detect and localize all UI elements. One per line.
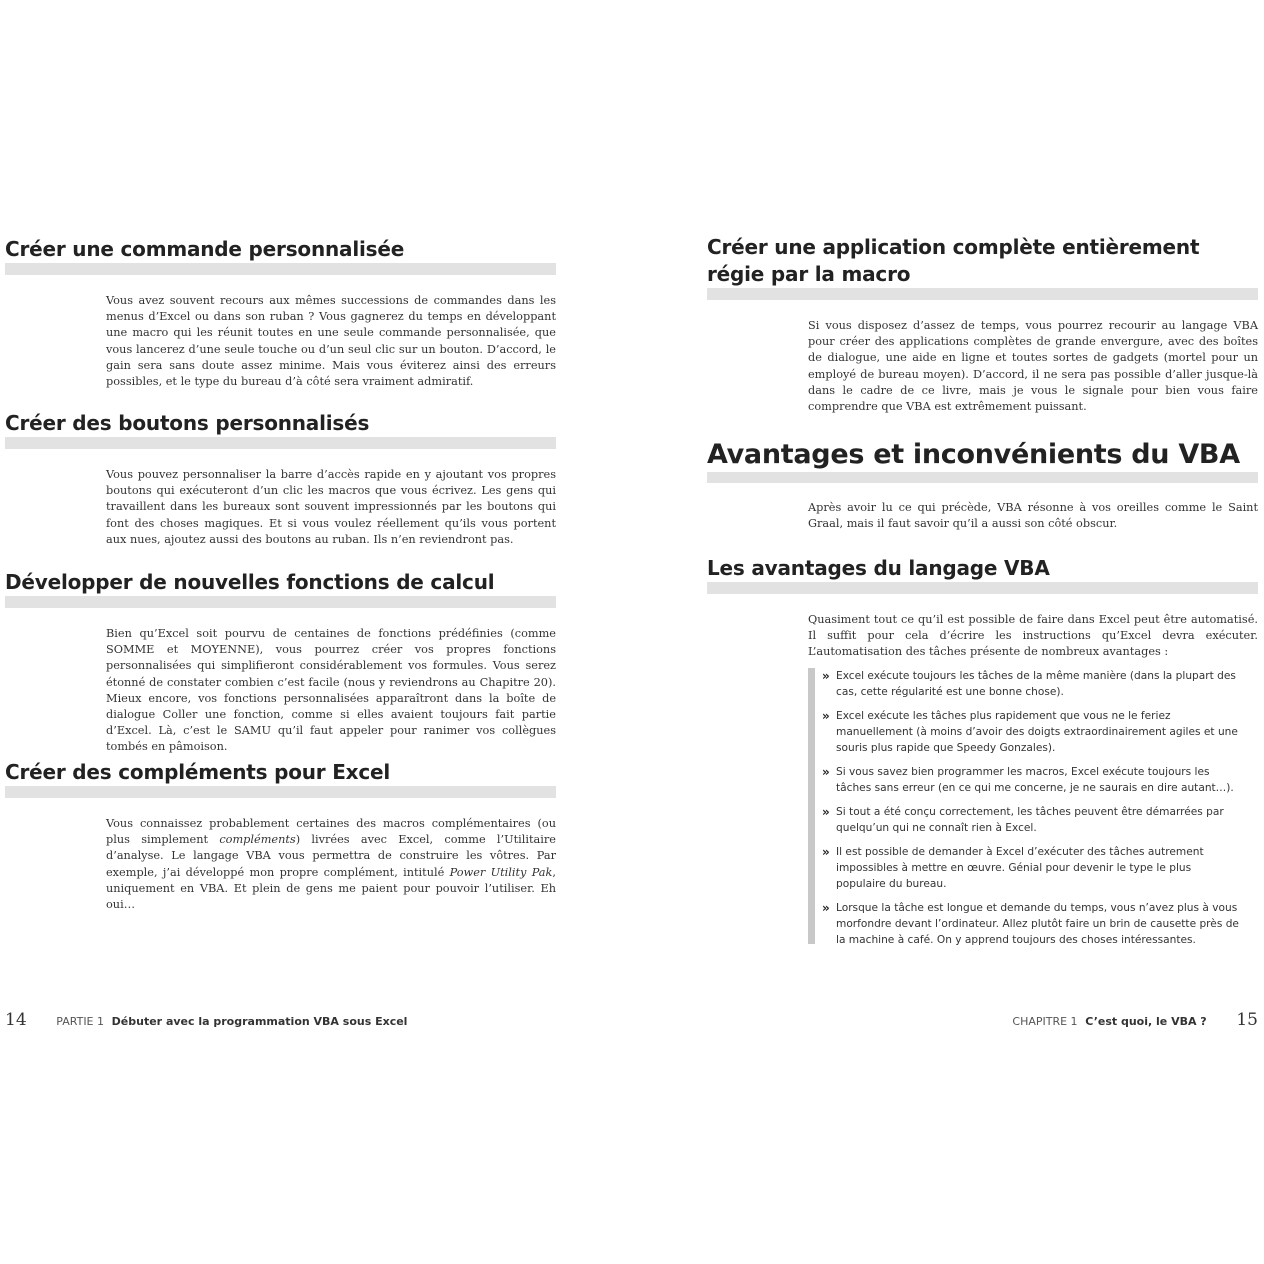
chevron-bullet-icon: » bbox=[822, 669, 830, 683]
text-run: , uniquement en VBA. Et plein de gens me paient pour pouvoir l’utiliser. Eh oui… bbox=[106, 865, 556, 912]
page-number: 14 bbox=[5, 1010, 27, 1030]
chevron-bullet-icon: » bbox=[822, 765, 830, 779]
page-number: 15 bbox=[1236, 1010, 1258, 1030]
advantages-list bbox=[808, 668, 1242, 944]
section-heading: Créer des boutons personnalisés bbox=[5, 410, 556, 449]
list-item-text: Excel exécute les tâches plus rapidement que vous ne le feriez manuellement (à moins d’avoir des doigts extraordinairement agiles et une souris plus rapide que Speedy Gonzales). bbox=[836, 710, 1238, 754]
list-item-text: Excel exécute toujours les tâches de la même manière (dans la plupart des cas, cette régularité est une bonne chose). bbox=[836, 670, 1236, 698]
list-item-text: Si tout a été conçu correctement, les tâches peuvent être démarrées par quelqu’un qui ne connaît rien à Excel. bbox=[836, 806, 1224, 834]
section-custom-buttons bbox=[5, 410, 556, 548]
section-body bbox=[106, 816, 556, 913]
chevron-bullet-icon: » bbox=[822, 901, 830, 915]
part-label: PARTIE 1 bbox=[56, 1015, 105, 1028]
emphasis-text: Power Utility Pak bbox=[449, 865, 553, 879]
list-item bbox=[822, 804, 1242, 836]
chevron-bullet-icon: » bbox=[822, 845, 830, 859]
list-item bbox=[822, 764, 1242, 796]
section-heading: Développer de nouvelles fonctions de calcul bbox=[5, 569, 556, 608]
section-new-functions bbox=[5, 569, 556, 756]
section-pros-cons bbox=[707, 438, 1258, 532]
chapter-title: C’est quoi, le VBA ? bbox=[1085, 1015, 1207, 1028]
chapter-heading: Avantages et inconvénients du VBA bbox=[707, 438, 1258, 483]
section-heading: Créer une commande personnalisée bbox=[5, 236, 556, 275]
list-item-text: Si vous savez bien programmer les macros, Excel exécute toujours les tâches sans erreur (en ce qui me concerne, je ne saurais en dire autant…). bbox=[836, 766, 1234, 794]
section-body: Quasiment tout ce qu’il est possible de faire dans Excel peut être automatisé. Il suffit pour cela d’écrire les instructions qu’Excel devra exécuter. L’automatisation des tâches présente de nombreux avantages : bbox=[808, 613, 1258, 659]
part-title: Débuter avec la programmation VBA sous Excel bbox=[111, 1015, 408, 1028]
section-body: Vous avez souvent recours aux mêmes successions de commandes dans les menus d’Excel ou dans son ruban ? Vous gagnerez du temps en développant une macro qui les réunit toutes en une seule commande personnalisée, que vous lancerez d’une seule touche ou d’un seul clic sur un bouton. D’accord, le gain sera sans doute assez minime. Mais vous éviterez ainsi des erreurs possibles, et le type du bureau d’à côté sera vraiment admiratif. bbox=[106, 294, 556, 389]
left-footer bbox=[5, 1010, 407, 1030]
chapter-label: CHAPITRE 1 bbox=[1012, 1015, 1078, 1028]
section-addins bbox=[5, 759, 556, 913]
section-full-application bbox=[707, 234, 1258, 415]
list-item bbox=[822, 900, 1242, 948]
section-body: Après avoir lu ce qui précède, VBA résonne à vos oreilles comme le Saint Graal, mais il faut savoir qu’il a aussi son côté obscur. bbox=[808, 501, 1258, 531]
section-heading: Créer des compléments pour Excel bbox=[5, 759, 556, 798]
right-page bbox=[632, 0, 1264, 1264]
text-run: Vous connaissez probablement certaines des macros complémentaires (ou plus simplement bbox=[106, 817, 556, 847]
text-run: ) livrées avec Excel, comme l’Utilitaire d’analyse. Le langage VBA vous permettra de construire les vôtres. Par exemple, j’ai développé mon propre complément, intitulé bbox=[106, 833, 556, 879]
section-heading: Les avantages du langage VBA bbox=[707, 555, 1258, 594]
list-item bbox=[822, 708, 1242, 756]
list-item-text: Lorsque la tâche est longue et demande du temps, vous n’avez plus à vous morfondre devant l’ordinateur. Allez plutôt faire un brin de causette près de la machine à café. On y apprend toujours des choses intéressantes. bbox=[836, 902, 1239, 946]
right-footer bbox=[1012, 1010, 1258, 1030]
section-advantages bbox=[707, 555, 1258, 661]
emphasis-text: compléments bbox=[219, 833, 296, 847]
chevron-bullet-icon: » bbox=[822, 709, 830, 723]
chevron-bullet-icon: » bbox=[822, 805, 830, 819]
section-heading: Créer une application complète entièrement régie par la macro bbox=[707, 234, 1258, 300]
list-item bbox=[822, 668, 1242, 700]
list-item bbox=[822, 844, 1242, 892]
section-body: Bien qu’Excel soit pourvu de centaines de fonctions prédéfinies (comme SOMME et MOYENNE), vous pourrez créer vos propres fonctions personnalisées qui simplifieront considérablement vos formules. Vous serez étonné de constater combien c’est facile (nous y reviendrons au Chapitre 20). Mieux encore, vos fonctions personnalisées apparaîtront dans la boîte de dialogue Coller une fonction, comme si elles avaient toujours fait partie d’Excel. Là, c’est le SAMU qu’il faut appeler pour ranimer vos collègues tombés en pâmoison. bbox=[106, 627, 556, 754]
list-item-text: Il est possible de demander à Excel d’exécuter des tâches autrement impossibles à mettre en œuvre. Génial pour devenir le type le plus populaire du bureau. bbox=[836, 846, 1204, 890]
section-body: Si vous disposez d’assez de temps, vous pourrez recourir au langage VBA pour créer des applications complètes de grande envergure, avec des boîtes de dialogue, une aide en ligne et toutes sortes de gadgets (mortel pour un employé de bureau moyen). D’accord, il ne sera pas possible d’aller jusque-là dans le cadre de ce livre, mais je vous le signale pour bien vous faire comprendre que VBA est extrêmement puissant. bbox=[808, 319, 1258, 414]
section-custom-command bbox=[5, 236, 556, 390]
section-body: Vous pouvez personnaliser la barre d’accès rapide en y ajoutant vos propres boutons qui exécuteront d’un clic les macros que vous écrivez. Les gens qui travaillent dans les bureaux sont souvent impressionnés par les boutons qui font des choses magiques. Et si vous voulez réellement qu’ils vous portent aux nues, ajoutez aussi des boutons au ruban. Ils n’en reviendront pas. bbox=[106, 468, 556, 546]
